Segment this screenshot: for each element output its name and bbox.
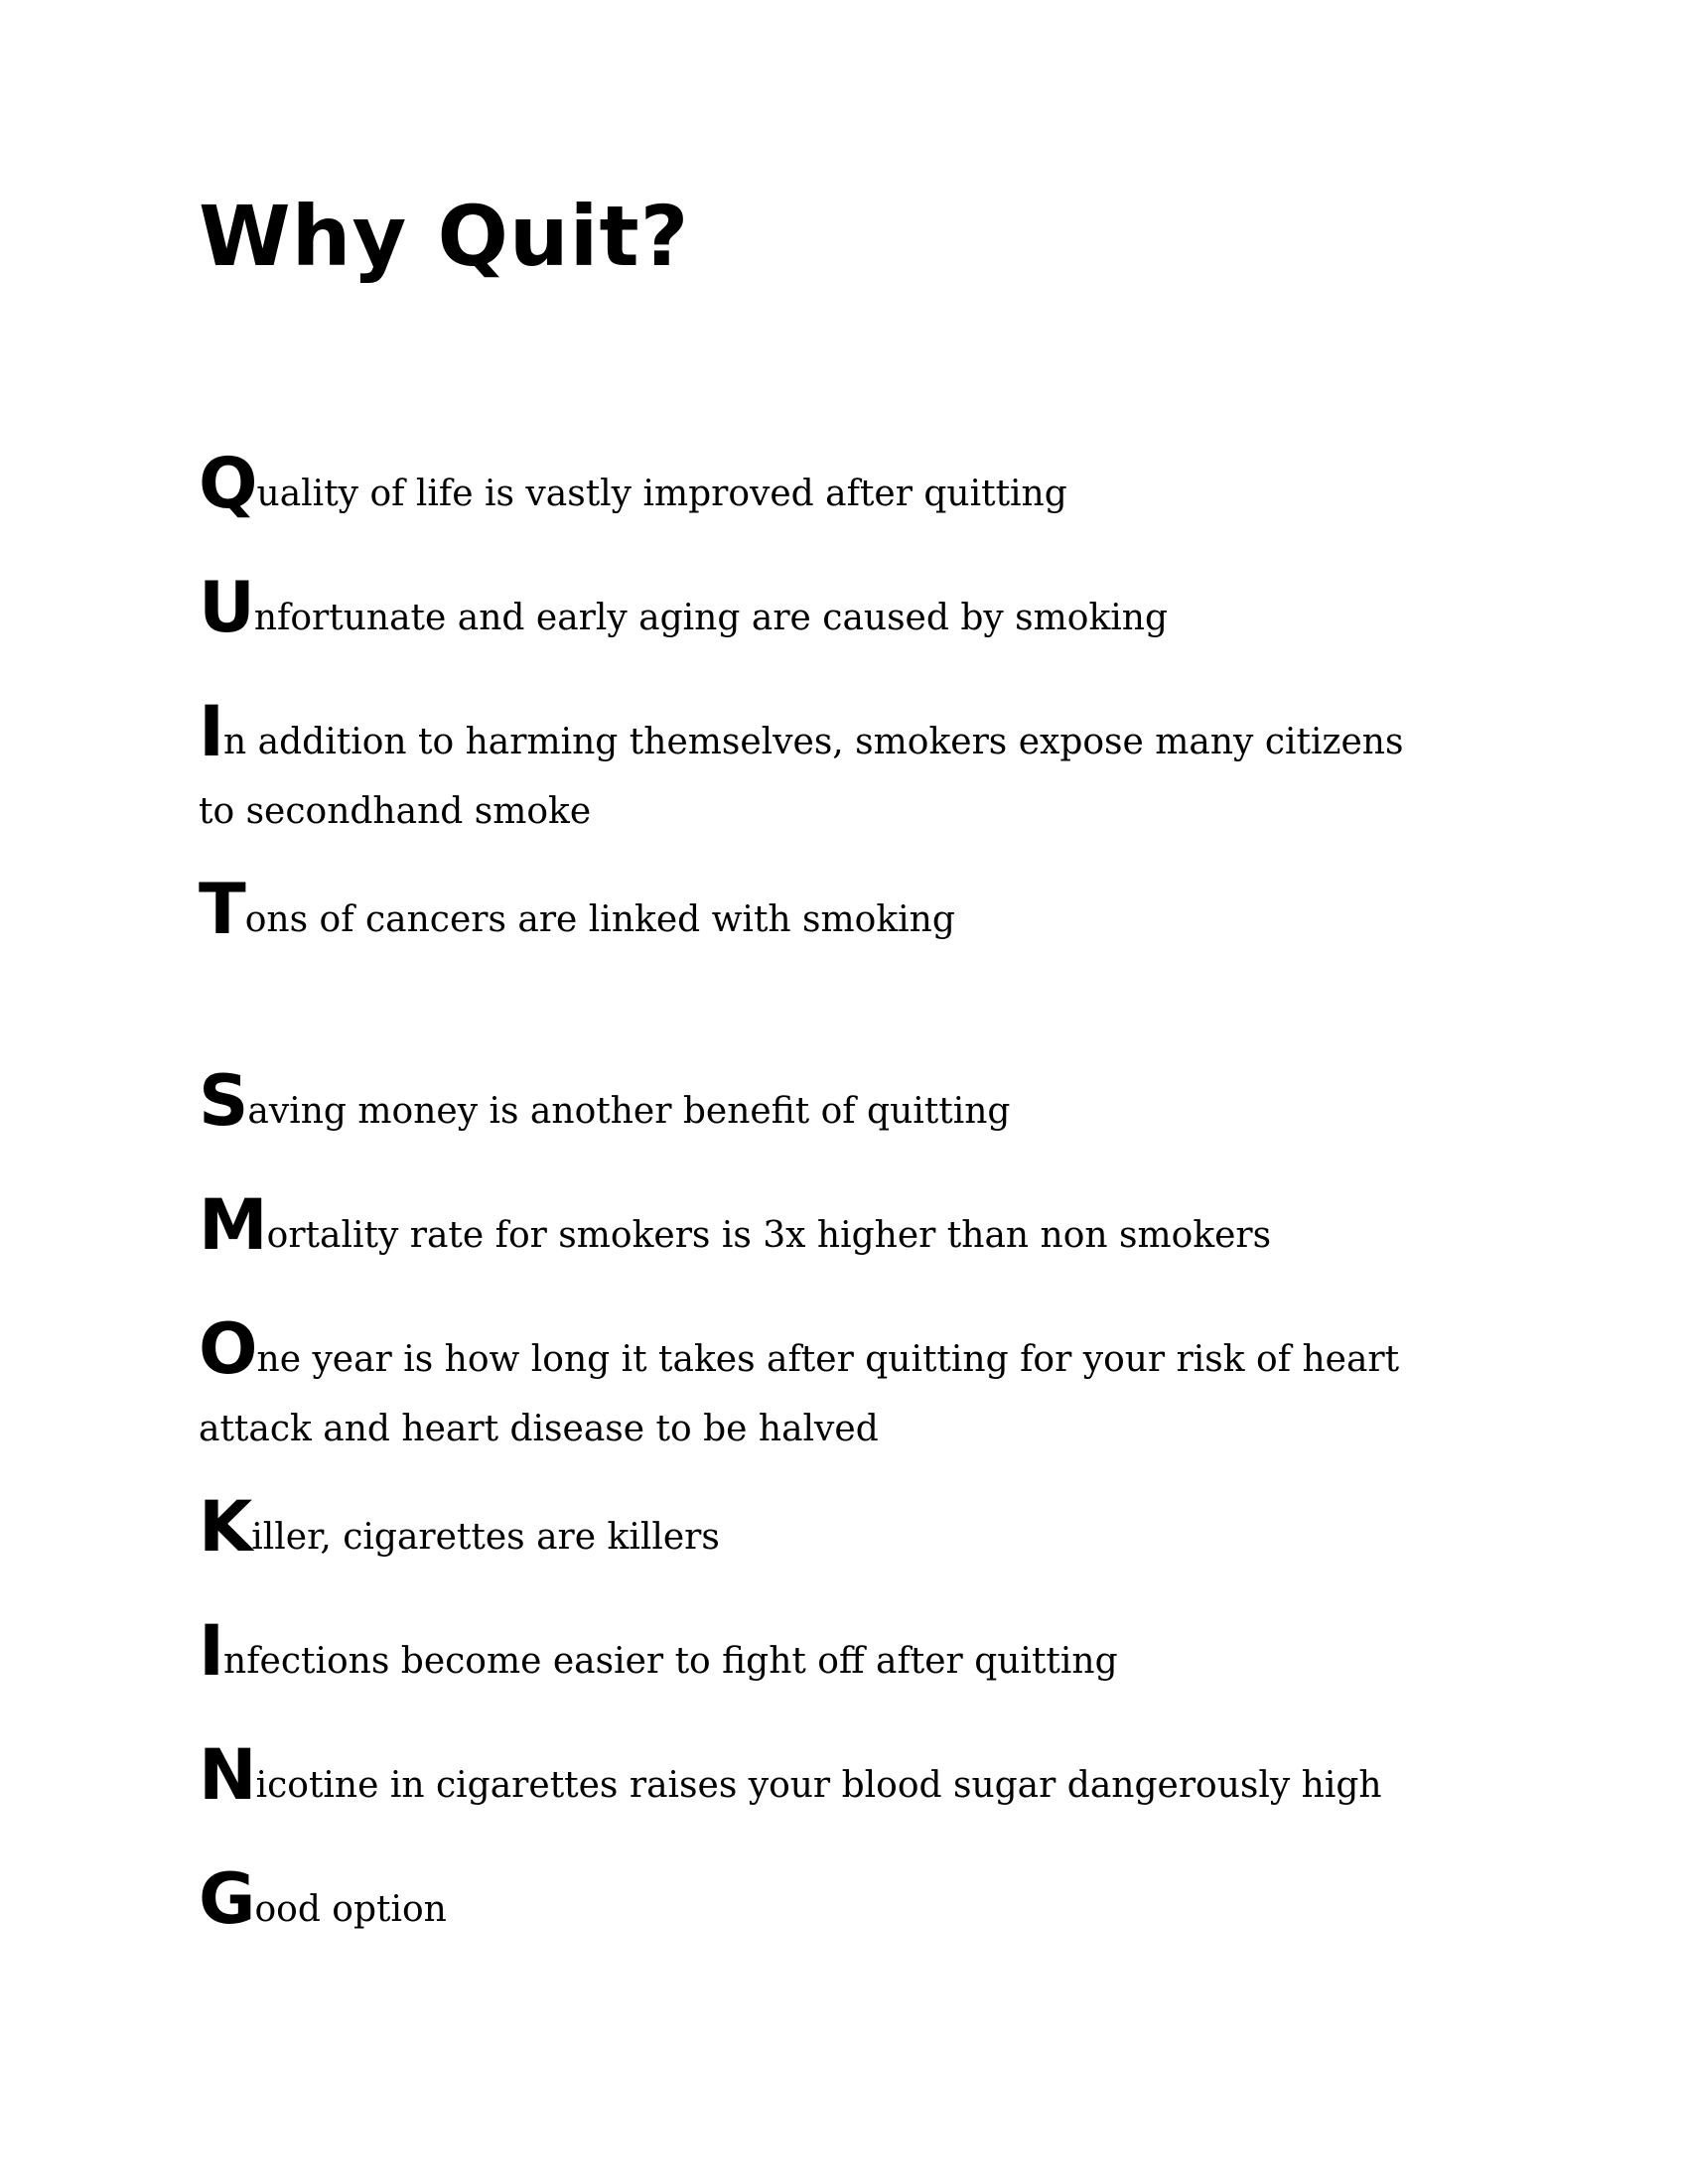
acrostic-smoking bbox=[199, 1060, 1450, 1945]
initial-letter: I bbox=[199, 1610, 224, 1692]
acrostic-line-t bbox=[199, 869, 1450, 955]
line-text: ortality rate for smokers is 3x higher than non smokers bbox=[266, 1215, 1272, 1256]
initial-letter: G bbox=[199, 1858, 255, 1940]
line-text: iller, cigarettes are killers bbox=[251, 1517, 720, 1558]
line-text: ne year is how long it takes after quitting for your risk of heart attack and heart disease to be halved bbox=[199, 1339, 1400, 1449]
acrostic-line-k bbox=[199, 1486, 1450, 1572]
acrostic-line-n bbox=[199, 1734, 1450, 1821]
line-text: nfortunate and early aging are caused by smoking bbox=[253, 598, 1169, 638]
page-title: Why Quit? bbox=[199, 188, 690, 285]
initial-letter: N bbox=[199, 1734, 256, 1816]
acrostic-line-s bbox=[199, 1060, 1450, 1147]
initial-letter: O bbox=[199, 1308, 257, 1390]
acrostic-line-g bbox=[199, 1858, 1450, 1945]
initial-letter: S bbox=[199, 1060, 248, 1142]
initial-letter: K bbox=[199, 1486, 252, 1568]
acrostic-line-m bbox=[199, 1184, 1450, 1271]
initial-letter: U bbox=[199, 567, 254, 648]
line-text: aving money is another benefit of quitting bbox=[247, 1091, 1011, 1132]
acrostic-line-o bbox=[199, 1308, 1450, 1464]
acrostic-line-i bbox=[199, 691, 1450, 847]
acrostic-line-i2 bbox=[199, 1610, 1450, 1697]
line-text: ons of cancers are linked with smoking bbox=[244, 899, 955, 940]
initial-letter: M bbox=[199, 1184, 267, 1266]
line-text: uality of life is vastly improved after quitting bbox=[256, 474, 1067, 514]
initial-letter: T bbox=[199, 869, 245, 950]
initial-letter: I bbox=[199, 691, 224, 772]
line-text: n addition to harming themselves, smokers expose many citizens to secondhand smoke bbox=[199, 722, 1404, 832]
acrostic-quit bbox=[199, 443, 1450, 955]
acrostic-line-u bbox=[199, 567, 1450, 653]
acrostic-line-q bbox=[199, 443, 1450, 529]
line-text: nfections become easier to fight off after quitting bbox=[223, 1641, 1118, 1682]
initial-letter: Q bbox=[199, 443, 257, 524]
line-text: ood option bbox=[254, 1889, 447, 1930]
line-text: icotine in cigarettes raises your blood sugar dangerously high bbox=[255, 1765, 1382, 1806]
